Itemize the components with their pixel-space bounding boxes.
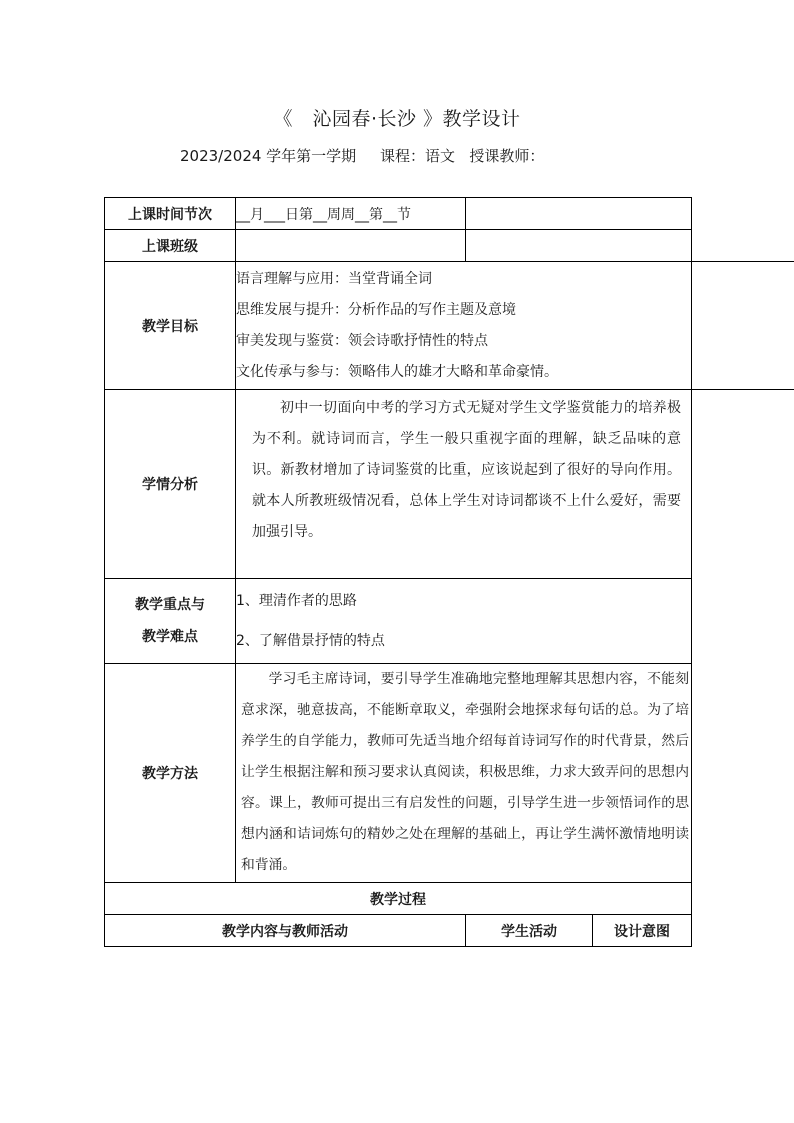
key-point-item: 2、了解借景抒情的特点 — [236, 633, 385, 649]
table-overhang-line — [690, 389, 794, 390]
table-row — [105, 230, 692, 262]
table-row — [105, 579, 692, 664]
document-subtitle — [180, 145, 544, 166]
objective-item: 文化传承与参与：领略伟人的雄才大略和革命豪情。 — [236, 363, 558, 380]
analysis-text: 初中一切面向中考的学习方式无疑对学生文学鉴赏能力的培养极为不利。就诗词而言，学生一般只重视字面的理解，缺乏品味的意识。新教材增加了诗词鉴赏的比重，应该说起到了很好的导向作用。就本人所教班级情况看，总体上学生对诗词都谈不上什么爱好，需要加强引导。 — [252, 400, 681, 540]
lesson-plan-table — [104, 197, 692, 947]
table-row — [105, 262, 692, 390]
time-label: 上课时间节次 — [105, 198, 236, 230]
key-points-label-line1: 教学重点与 — [135, 597, 205, 613]
analysis-content — [236, 390, 692, 579]
time-extra-cell — [466, 198, 692, 230]
teacher-text: 授课教师： — [469, 147, 545, 165]
class-label: 上课班级 — [105, 230, 236, 262]
time-value: __月___日第__周周__第__节 — [236, 198, 466, 230]
table-row — [105, 664, 692, 883]
column-header-content: 教学内容与教师活动 — [105, 915, 466, 947]
process-heading: 教学过程 — [105, 883, 692, 915]
key-point-item: 1、理清作者的思路 — [236, 593, 357, 609]
course-text: 课程：语文 — [380, 147, 456, 165]
class-value — [236, 230, 466, 262]
methods-text: 学习毛主席诗词，要引导学生准确地完整地理解其思想内容，不能刻意求深，驰意拔高，不能断章取义，牵强附会地探求每句话的总。为了培养学生的自学能力，教师可先适当地介绍每首诗词写作的时代背景，然后让学生根据注解和预习要求认真阅读，积极思维，力求大致弄问的思想内容。课上，教师可提出三有启发性的问题，引导学生进一步领悟词作的思想内涵和诘词炼句的精妙之处在理解的基础上，再让学生满怀激情地明读和背涌。 — [241, 671, 689, 873]
objective-item: 审美发现与鉴赏：领会诗歌抒情性的特点 — [236, 332, 488, 349]
objective-item: 思维发展与提升：分析作品的写作主题及意境 — [236, 301, 516, 318]
key-points-content — [236, 579, 692, 664]
methods-label: 教学方法 — [105, 664, 236, 883]
document-title: 《 沁园春·长沙 》教学设计 — [273, 108, 521, 130]
objective-item: 语言理解与应用：当堂背诵全词 — [236, 270, 432, 287]
table-row — [105, 883, 692, 915]
table-row — [105, 198, 692, 230]
table-row — [105, 390, 692, 579]
column-header-student: 学生活动 — [466, 915, 593, 947]
objectives-label: 教学目标 — [105, 262, 236, 390]
column-header-intent: 设计意图 — [593, 915, 692, 947]
methods-content — [236, 664, 692, 883]
analysis-label: 学情分析 — [105, 390, 236, 579]
table-overhang-line — [690, 261, 794, 262]
key-points-label — [105, 579, 236, 664]
objectives-content — [236, 262, 692, 390]
key-points-label-line2: 教学难点 — [142, 629, 198, 645]
class-extra-cell — [466, 230, 692, 262]
table-header-row — [105, 915, 692, 947]
term-text: 2023/2024 学年第一学期 — [180, 147, 357, 165]
